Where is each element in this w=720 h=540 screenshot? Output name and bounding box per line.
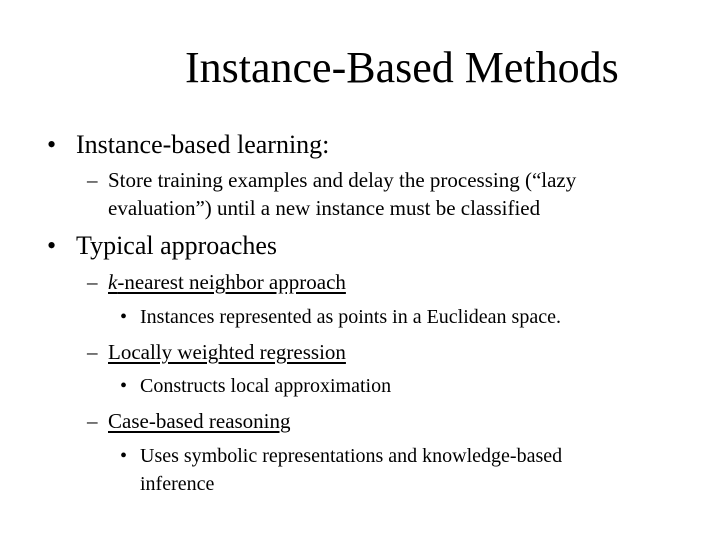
- bullet-icon: •: [120, 375, 128, 397]
- detail-text: Instances represented as points in a Euclidean space.: [140, 306, 561, 328]
- dash-icon: –: [87, 270, 98, 294]
- sub-text-line: Store training examples and delay the processing (“lazy: [108, 168, 577, 192]
- dash-icon: –: [87, 340, 98, 364]
- sub-item-locally-weighted-regression: Locally weighted regression: [108, 340, 346, 364]
- bullet-icon: •: [47, 231, 57, 260]
- slide-title: Instance-Based Methods: [185, 43, 619, 92]
- bullet-text-typical-approaches: Typical approaches: [76, 231, 278, 260]
- bullet-icon: •: [120, 445, 128, 467]
- sub-item-k-nearest-neighbor: [108, 269, 346, 296]
- detail-text: Uses symbolic representations and knowledge-based: [140, 445, 563, 467]
- bullet-icon: •: [47, 130, 57, 159]
- detail-text: Constructs local approximation: [140, 375, 392, 397]
- dash-icon: –: [87, 168, 98, 192]
- sub-text-line: evaluation”) until a new instance must be classified: [108, 196, 541, 220]
- bullet-icon: •: [120, 306, 128, 328]
- k-variable: k: [108, 270, 118, 294]
- dash-icon: –: [87, 409, 98, 433]
- sub-item-case-based-reasoning: Case-based reasoning: [108, 409, 291, 433]
- detail-text: inference: [140, 473, 215, 495]
- sub-item-label: -nearest neighbor approach: [117, 270, 346, 294]
- bullet-text-instance-based-learning: Instance-based learning:: [76, 130, 330, 159]
